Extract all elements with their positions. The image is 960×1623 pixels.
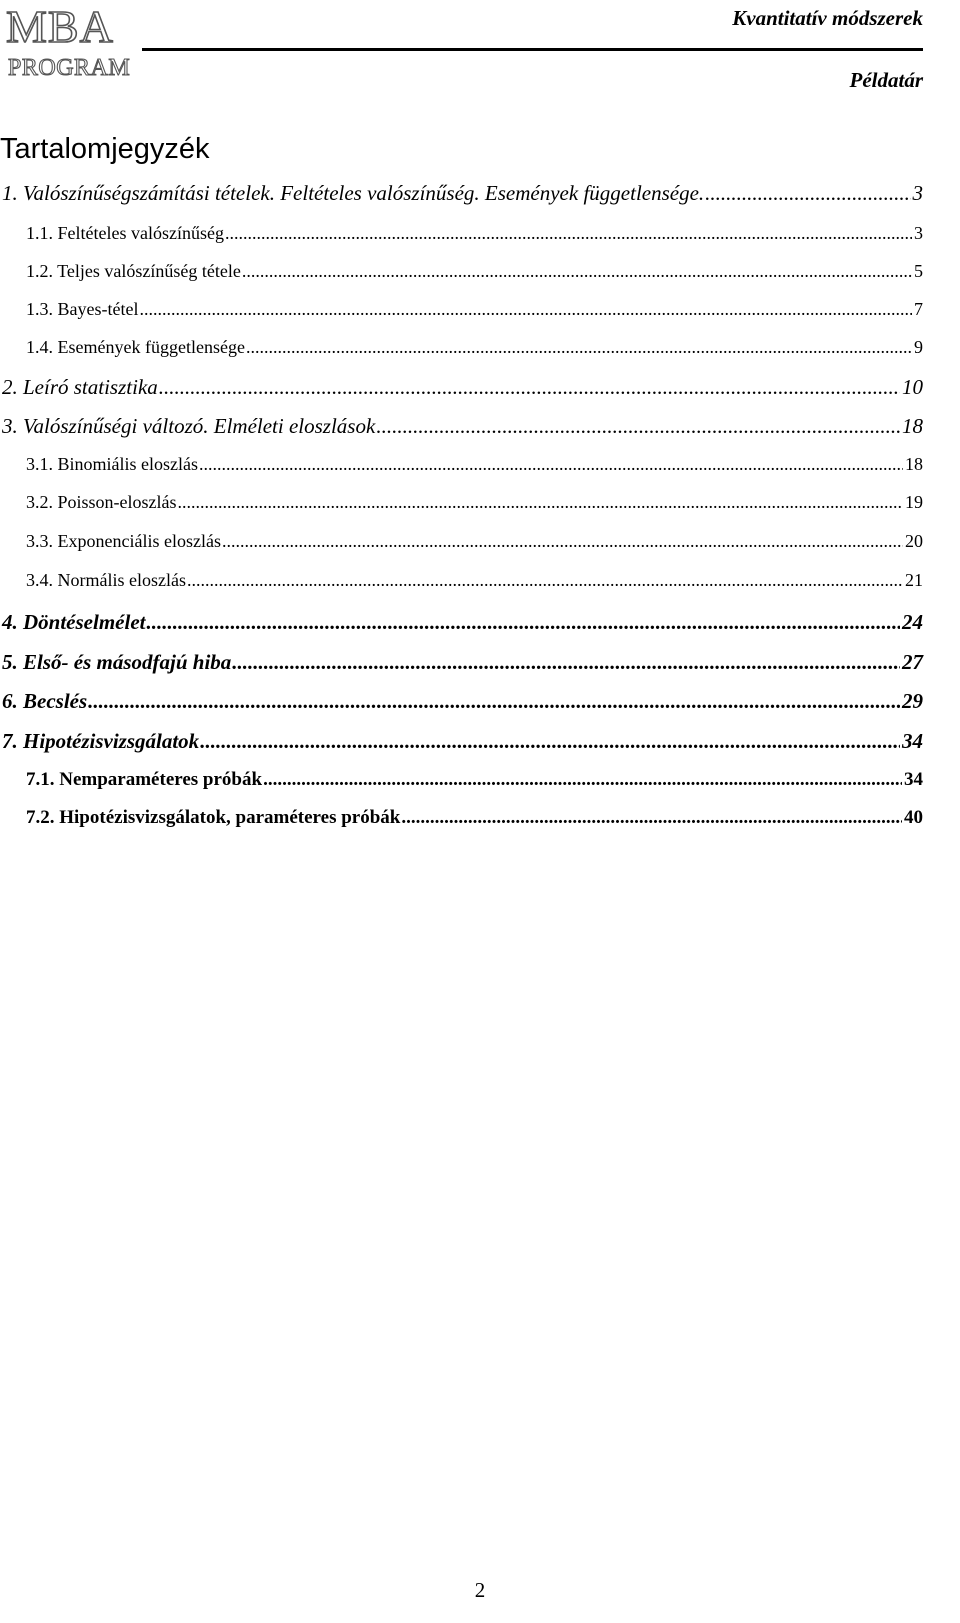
toc-entry-label: 7.1. Nemparaméteres próbák [26, 769, 263, 790]
dot-leader [232, 650, 900, 675]
toc-entry-3-2[interactable] [26, 492, 923, 522]
dot-leader [705, 181, 910, 206]
dot-leader [187, 570, 903, 591]
dot-leader [146, 610, 900, 635]
toc-entry-page: 24 [902, 610, 923, 634]
toc-entry-page: 7 [914, 299, 923, 319]
toc-entry-4[interactable] [2, 610, 923, 640]
toc-entry-page: 29 [902, 689, 923, 713]
toc-entry-label: 3.2. Poisson-eloszlás [26, 492, 177, 512]
toc-entry-page: 34 [902, 729, 923, 753]
toc-entry-page: 9 [914, 337, 923, 357]
dot-leader [139, 299, 912, 320]
toc-entry-7-1[interactable] [26, 769, 923, 799]
toc-entry-page: 27 [902, 650, 923, 674]
toc-entry-label: 5. Első- és másodfajú hiba [2, 650, 232, 674]
toc-entry-7-2[interactable] [26, 807, 923, 837]
mba-program-logo [6, 1, 146, 84]
toc-entry-6[interactable] [2, 689, 923, 719]
toc-entry-page: 19 [905, 492, 923, 512]
dot-leader [376, 414, 900, 439]
toc-entry-label: 1. Valószínűségszámítási tételek. Feltételes valószínűség. Események függetlensége. [2, 181, 705, 205]
toc-entry-3-4[interactable] [26, 570, 923, 600]
page-number: 2 [474, 1578, 486, 1602]
dot-leader [200, 729, 900, 754]
toc-entry-label: 3.3. Exponenciális eloszlás [26, 531, 221, 551]
toc-entry-page: 18 [902, 414, 923, 438]
toc-entry-label: 1.1. Feltételes valószínűség [26, 223, 224, 243]
header-divider [142, 48, 923, 51]
toc-entry-1-4[interactable] [26, 337, 923, 367]
toc-entry-label: 7. Hipotézisvizsgálatok [2, 729, 200, 753]
logo-text-main: MBA [6, 1, 114, 52]
toc-entry-label: 1.3. Bayes-tétel [26, 299, 139, 319]
toc-entry-page: 21 [905, 570, 923, 590]
toc-entry-page: 10 [902, 375, 923, 399]
toc-entry-label: 6. Becslés [2, 689, 88, 713]
toc-entry-label: 3.4. Normális eloszlás [26, 570, 186, 590]
toc-heading: Tartalomjegyzék [0, 133, 210, 165]
toc-entry-page: 5 [914, 261, 923, 281]
logo-text-sub: PROGRAM [8, 55, 131, 81]
toc-entry-label: 1.4. Események függetlensége [26, 337, 245, 357]
toc-entry-3-3[interactable] [26, 531, 923, 561]
dot-leader [199, 454, 903, 475]
toc-entry-5[interactable] [2, 650, 923, 680]
toc-entry-1-2[interactable] [26, 261, 923, 291]
toc-entry-3-1[interactable] [26, 454, 923, 484]
toc-entry-7[interactable] [2, 729, 923, 759]
header-subtitle: Példatár [849, 68, 923, 92]
toc-entry-1-3[interactable] [26, 299, 923, 329]
header-title: Kvantitatív módszerek [732, 6, 923, 30]
dot-leader [246, 337, 912, 358]
toc-entry-label: 2. Leíró statisztika [2, 375, 158, 399]
toc-entry-page: 3 [914, 223, 923, 243]
dot-leader [401, 807, 902, 829]
toc-entry-label: 7.2. Hipotézisvizsgálatok, paraméteres próbák [26, 807, 401, 828]
toc-entry-page: 40 [904, 807, 923, 828]
dot-leader [178, 492, 904, 513]
toc-entry-1-1[interactable] [26, 223, 923, 253]
toc-entry-page: 20 [905, 531, 923, 551]
dot-leader [159, 375, 900, 400]
toc-entry-2[interactable] [2, 375, 923, 405]
toc-entry-label: 3. Valószínűségi változó. Elméleti eloszlások [2, 414, 376, 438]
toc-entry-label: 1.2. Teljes valószínűség tétele [26, 261, 241, 281]
toc-entry-1[interactable] [2, 181, 923, 211]
toc-entry-label: 4. Döntéselmélet [2, 610, 146, 634]
toc-entry-page: 18 [905, 454, 923, 474]
toc-entry-3[interactable] [2, 414, 923, 444]
dot-leader [225, 223, 912, 244]
dot-leader [222, 531, 903, 552]
dot-leader [242, 261, 912, 282]
toc-entry-label: 3.1. Binomiális eloszlás [26, 454, 198, 474]
toc-entry-page: 34 [904, 769, 923, 790]
toc-entry-page: 3 [912, 181, 923, 205]
dot-leader [88, 689, 900, 714]
dot-leader [263, 769, 902, 791]
